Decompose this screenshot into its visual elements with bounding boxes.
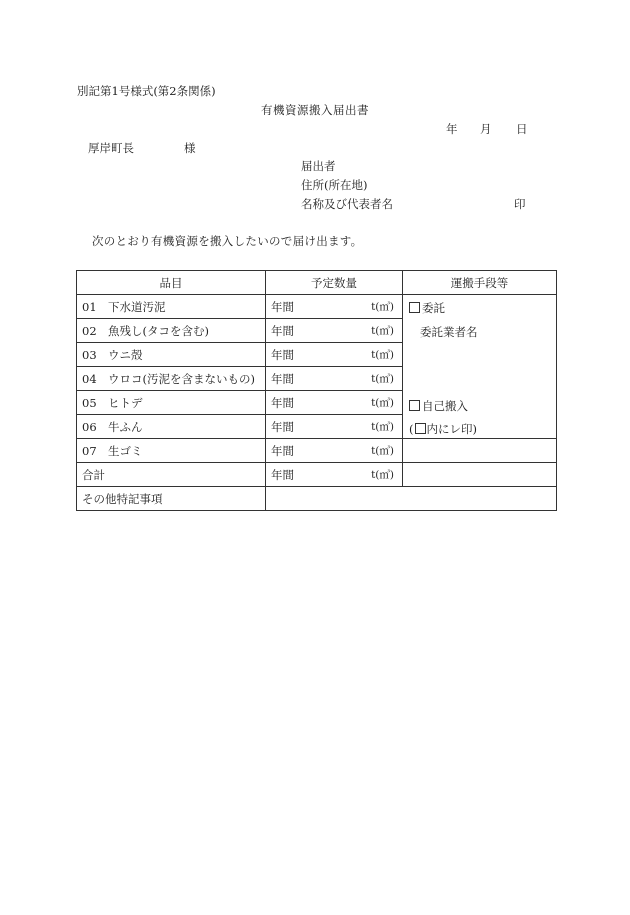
unit-label: t(㎥) xyxy=(371,445,394,457)
unit-label: t(㎥) xyxy=(371,301,394,313)
item-name: 牛ふん xyxy=(108,419,143,434)
submitter-label: 届出者 xyxy=(301,159,336,173)
transport-cell xyxy=(403,295,557,439)
quantity-field[interactable] xyxy=(266,391,403,415)
header-quantity: 予定数量 xyxy=(266,271,403,295)
quantity-field[interactable] xyxy=(266,439,403,463)
consign-checkbox[interactable] xyxy=(409,302,420,313)
total-label: 合計 xyxy=(77,463,266,487)
item-code: 03 xyxy=(82,347,97,362)
document-title: 有機資源搬入届出書 xyxy=(261,103,369,117)
item-cell xyxy=(77,367,266,391)
honorific: 様 xyxy=(184,141,196,155)
unit-label: t(㎥) xyxy=(371,421,394,433)
item-code: 06 xyxy=(82,419,97,434)
quantity-field[interactable] xyxy=(266,319,403,343)
consign-label: 委託 xyxy=(422,301,445,315)
consign-company-label: 委託業者名 xyxy=(420,325,478,339)
unit-label: t(㎥) xyxy=(371,469,394,481)
item-name: 魚残し(タコを含む) xyxy=(108,323,209,338)
self-option[interactable] xyxy=(409,399,468,413)
period-label: 年間 xyxy=(271,443,294,458)
item-code: 07 xyxy=(82,443,97,458)
item-cell xyxy=(77,319,266,343)
quantity-field[interactable] xyxy=(266,295,403,319)
period-label: 年間 xyxy=(271,419,294,434)
self-label: 自己搬入 xyxy=(422,399,468,413)
period-label: 年間 xyxy=(271,467,294,482)
date-month-label: 月 xyxy=(480,122,492,136)
header-item: 品目 xyxy=(77,271,266,295)
total-quantity-field[interactable] xyxy=(266,463,403,487)
table-header-row xyxy=(77,271,557,295)
address-label: 住所(所在地) xyxy=(301,178,368,192)
item-name: 下水道汚泥 xyxy=(108,299,166,314)
quantity-field[interactable] xyxy=(266,415,403,439)
unit-label: t(㎥) xyxy=(371,349,394,361)
item-cell xyxy=(77,439,266,463)
quantity-field[interactable] xyxy=(266,367,403,391)
total-row xyxy=(77,463,557,487)
header-transport: 運搬手段等 xyxy=(403,271,557,295)
addressee: 厚岸町長 xyxy=(88,141,134,155)
name-representative-label: 名称及び代表者名 xyxy=(301,197,393,211)
period-label: 年間 xyxy=(271,323,294,338)
item-cell xyxy=(77,295,266,319)
item-cell xyxy=(77,415,266,439)
period-label: 年間 xyxy=(271,371,294,386)
item-name: 生ゴミ xyxy=(108,443,143,458)
table-row xyxy=(77,439,557,463)
item-name: ウロコ(汚泥を含まないもの) xyxy=(108,371,255,386)
notification-table xyxy=(76,270,557,511)
item-cell xyxy=(77,343,266,367)
item-code: 01 xyxy=(82,299,97,314)
period-label: 年間 xyxy=(271,299,294,314)
intro-text: 次のとおり有機資源を搬入したいので届け出ます。 xyxy=(92,234,363,248)
transport-empty-cell[interactable] xyxy=(403,439,557,463)
seal-mark: 印 xyxy=(514,197,526,211)
quantity-field[interactable] xyxy=(266,343,403,367)
item-code: 02 xyxy=(82,323,97,338)
item-name: ウニ殻 xyxy=(108,347,143,362)
item-code: 05 xyxy=(82,395,97,410)
table-row xyxy=(77,295,557,319)
unit-label: t(㎥) xyxy=(371,325,394,337)
other-notes-field[interactable] xyxy=(266,487,557,511)
item-code: 04 xyxy=(82,371,97,386)
period-label: 年間 xyxy=(271,395,294,410)
unit-label: t(㎥) xyxy=(371,397,394,409)
consign-option[interactable] xyxy=(409,301,445,315)
checkbox-symbol xyxy=(415,423,426,434)
period-label: 年間 xyxy=(271,347,294,362)
date-year-label: 年 xyxy=(446,122,458,136)
other-notes-row xyxy=(77,487,557,511)
item-name: ヒトデ xyxy=(108,395,143,410)
total-transport-cell[interactable] xyxy=(403,463,557,487)
unit-label: t(㎥) xyxy=(371,373,394,385)
self-checkbox[interactable] xyxy=(409,400,420,411)
form-number-label: 別記第1号様式(第2条関係) xyxy=(77,84,216,98)
checkbox-note: ( 内にレ印) xyxy=(409,422,477,436)
date-day-label: 日 xyxy=(516,122,528,136)
other-notes-label: その他特記事項 xyxy=(77,487,266,511)
item-cell xyxy=(77,391,266,415)
